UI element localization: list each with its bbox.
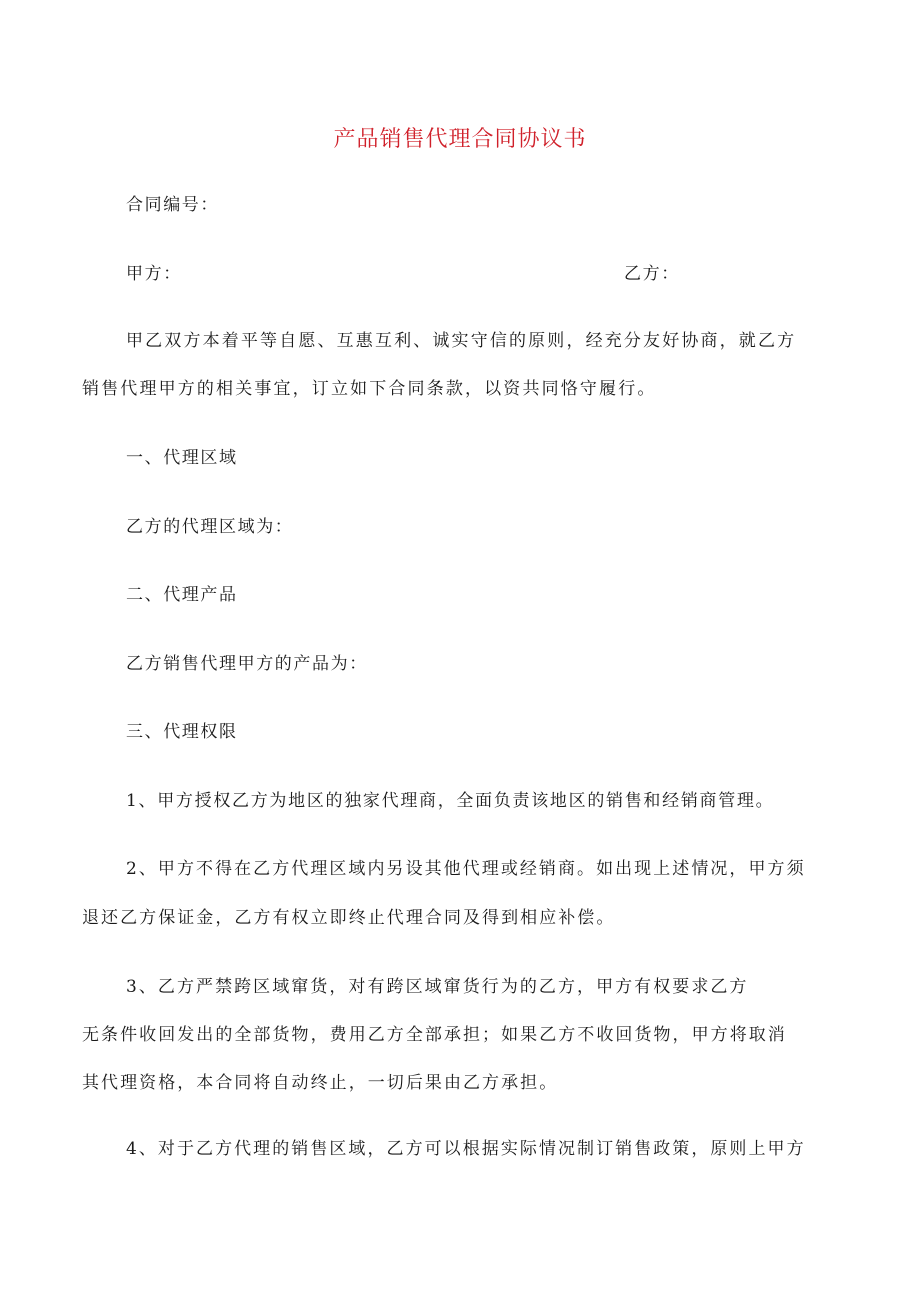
clause-2-line-2: 退还乙方保证金，乙方有权立即终止代理合同及得到相应补偿。 — [82, 908, 616, 928]
clause-2-line-1: 2、甲方不得在乙方代理区域内另设其他代理或经销商。如出现上述情况，甲方须 — [126, 859, 806, 879]
contract-number-label: 合同编号： — [126, 195, 219, 215]
document-title: 产品销售代理合同协议书 — [333, 127, 587, 152]
section-1-text: 乙方的代理区域为： — [126, 517, 294, 537]
section-2-heading: 二、代理产品 — [126, 585, 238, 605]
clause-4-line-1: 4、对于乙方代理的销售区域，乙方可以根据实际情况制订销售政策，原则上甲方 — [126, 1139, 806, 1159]
clause-1: 1、甲方授权乙方为地区的独家代理商，全面负责该地区的销售和经销商管理。 — [126, 791, 775, 811]
clause-3-line-2: 无条件收回发出的全部货物，费用乙方全部承担；如果乙方不收回货物，甲方将取消 — [82, 1025, 787, 1045]
clause-3-line-3: 其代理资格，本合同将自动终止，一切后果由乙方承担。 — [82, 1073, 559, 1093]
section-1-heading: 一、代理区域 — [126, 448, 238, 468]
intro-line-2: 销售代理甲方的相关事宜，订立如下合同条款，以资共同恪守履行。 — [82, 379, 657, 399]
section-2-text: 乙方销售代理甲方的产品为： — [126, 654, 368, 674]
clause-3-line-1: 3、乙方严禁跨区域窜货，对有跨区域窜货行为的乙方，甲方有权要求乙方 — [126, 977, 749, 997]
party-a-label: 甲方： — [126, 264, 182, 284]
party-b-label: 乙方： — [624, 264, 680, 284]
intro-line-1: 甲乙双方本着平等自愿、互惠互利、诚实守信的原则，经充分友好协商，就乙方 — [126, 331, 797, 351]
section-3-heading: 三、代理权限 — [126, 722, 238, 742]
